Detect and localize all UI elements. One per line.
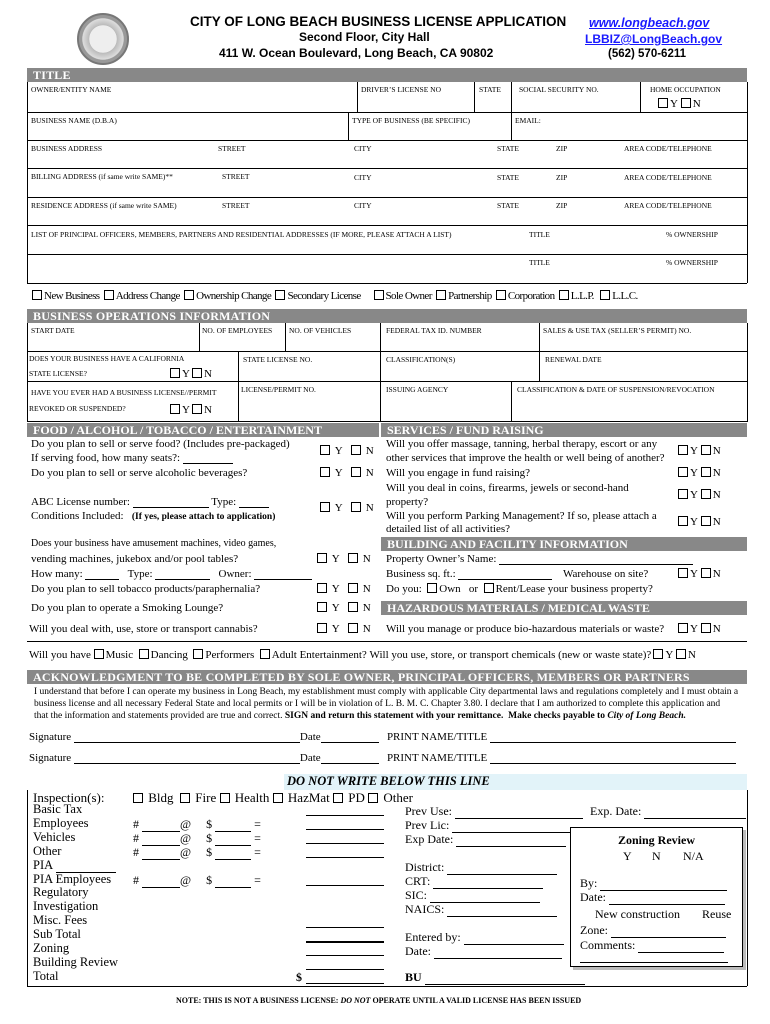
phone-label-2: AREA CODE/TELEPHONE xyxy=(624,173,712,182)
dancing-checkbox[interactable] xyxy=(139,649,149,659)
new-business-checkbox[interactable] xyxy=(32,290,42,300)
fundraising-no-checkbox[interactable] xyxy=(701,467,711,477)
abc-no-checkbox[interactable] xyxy=(351,502,361,512)
fein-label: FEDERAL TAX ID. NUMBER xyxy=(386,326,482,335)
fee-row: Misc. Fees xyxy=(33,913,88,928)
website-link[interactable]: www.longbeach.gov xyxy=(589,16,710,30)
ssn-label: SOCIAL SECURITY NO. xyxy=(519,85,599,94)
amusement-question-1: Does your business have amusement machines, video games, xyxy=(31,538,277,549)
exp-date-2[interactable]: Exp Date: xyxy=(405,832,566,847)
massage-question-2: other services that improve the health or well being of another? xyxy=(386,452,665,464)
entered-by[interactable]: Entered by: xyxy=(405,930,564,945)
amusement-yes-checkbox[interactable] xyxy=(317,553,327,563)
business-name-label: BUSINESS NAME (D.B.A) xyxy=(31,116,117,125)
food-no-checkbox[interactable] xyxy=(351,445,361,455)
officer-title-label-2: TITLE xyxy=(529,258,550,267)
abc-yes-checkbox[interactable] xyxy=(320,502,330,512)
amusement-details: How many: Type: Owner: xyxy=(31,568,312,580)
residence-address-label: RESIDENCE ADDRESS (if same write SAME) xyxy=(31,201,177,210)
fee-row: Basic Tax xyxy=(33,802,83,816)
phone-label-3: AREA CODE/TELEPHONE xyxy=(624,201,712,210)
zoning-by[interactable]: By: xyxy=(580,876,727,891)
abc-license: ABC License number: Type: xyxy=(31,496,269,508)
inspections-label: Inspection(s): xyxy=(33,790,105,805)
own-checkbox[interactable] xyxy=(427,583,437,593)
zoning-y[interactable]: Y xyxy=(623,849,632,863)
renewal-date-label: RENEWAL DATE xyxy=(545,355,602,364)
street-label-3: STREET xyxy=(222,201,250,210)
reuse[interactable]: Reuse xyxy=(702,907,732,921)
state-license-yn[interactable]: Y N xyxy=(170,368,212,380)
fundraising-yes-checkbox[interactable] xyxy=(678,467,688,477)
smoking-no-checkbox[interactable] xyxy=(348,602,358,612)
office-use-title: DO NOT WRITE BELOW THIS LINE xyxy=(287,774,490,788)
employees-calc[interactable]: # @ $ = xyxy=(133,817,261,831)
tobacco-no-checkbox[interactable] xyxy=(348,583,358,593)
llc-checkbox[interactable] xyxy=(600,290,610,300)
home-occupation-yn[interactable]: Y N xyxy=(658,98,701,110)
state-label-1: STATE xyxy=(497,144,519,153)
fee-row: Regulatory xyxy=(33,885,89,900)
prev-lic[interactable]: Prev Lic: xyxy=(405,818,602,833)
exp-date-1[interactable]: Exp. Date: xyxy=(590,804,746,819)
tobacco-yn[interactable]: Y N xyxy=(317,583,371,595)
massage-no-checkbox[interactable] xyxy=(701,445,711,455)
city-label-2: CITY xyxy=(354,173,372,182)
smoking-yn[interactable]: Y N xyxy=(317,602,371,614)
home-occupation-label: HOME OCCUPATION xyxy=(650,85,721,94)
alcohol-yn[interactable]: Y N xyxy=(320,467,374,479)
form-title: CITY OF LONG BEACH BUSINESS LICENSE APPLICATION xyxy=(190,14,567,29)
hazmat-checkbox[interactable] xyxy=(273,793,283,803)
revoked-yn[interactable]: Y N xyxy=(170,404,212,416)
zip-label-1: ZIP xyxy=(556,144,568,153)
email-label: EMAIL: xyxy=(515,116,541,125)
parking-yn[interactable]: Y N xyxy=(678,516,721,528)
secondary-license-checkbox[interactable] xyxy=(275,290,285,300)
sic[interactable]: SIC: xyxy=(405,888,540,903)
other-calc[interactable]: # @ $ = xyxy=(133,845,261,859)
fee-row: Other xyxy=(33,843,62,858)
general-info-header: TITLE xyxy=(27,68,747,82)
building-facility-header: BUILDING AND FACILITY INFORMATION xyxy=(381,537,747,551)
coins-yes-checkbox[interactable] xyxy=(678,489,688,499)
street-label-2: STREET xyxy=(222,172,250,181)
property-owner: Property Owner’s Name: xyxy=(386,553,693,565)
revoked-no-checkbox[interactable] xyxy=(192,404,202,414)
alcohol-yes-checkbox[interactable] xyxy=(320,467,330,477)
district[interactable]: District: xyxy=(405,860,557,875)
cannabis-yes-checkbox[interactable] xyxy=(317,623,327,633)
fee-row: Employees xyxy=(33,815,89,830)
tobacco-yes-checkbox[interactable] xyxy=(317,583,327,593)
llp-checkbox[interactable] xyxy=(559,290,569,300)
massage-yes-checkbox[interactable] xyxy=(678,445,688,455)
food-question: Do you plan to sell or serve food? (Includes pre-packaged) xyxy=(31,438,290,450)
hazardous-header: HAZARDOUS MATERIALS / MEDICAL WASTE xyxy=(381,601,747,615)
services-header: SERVICES / FUND RAISING xyxy=(381,423,747,437)
other-checkbox[interactable] xyxy=(368,793,378,803)
coins-yn[interactable]: Y N xyxy=(678,489,721,501)
fee-row: Investigation xyxy=(33,899,99,914)
own-rent-line: Do you: Own or Rent/Lease your business property? xyxy=(386,583,653,595)
cannabis-no-checkbox[interactable] xyxy=(348,623,358,633)
sqft-line: Business sq. ft.: xyxy=(386,568,552,580)
biohazard-no-checkbox[interactable] xyxy=(701,623,711,633)
address-change-checkbox[interactable] xyxy=(104,290,114,300)
food-yn[interactable]: Y N xyxy=(320,445,374,457)
fundraising-question: Will you engage in fund raising? xyxy=(386,467,531,479)
home-occ-no-checkbox[interactable] xyxy=(681,98,691,108)
coins-question-2: property? xyxy=(386,496,429,508)
fee-row: PIA xyxy=(33,859,118,873)
street-label-1: STREET xyxy=(218,144,246,153)
conditions-line: Conditions Included: (If yes, please attach to application) xyxy=(31,510,276,522)
revoked-question-2: REVOKED OR SUSPENDED? xyxy=(29,404,126,413)
start-date-label: START DATE xyxy=(31,326,75,335)
issuing-agency-label: ISSUING AGENCY xyxy=(386,385,449,394)
food-yes-checkbox[interactable] xyxy=(320,445,330,455)
vehicles-label: NO. OF VEHICLES xyxy=(289,326,352,335)
zoning-review-title: Zoning Review xyxy=(618,833,696,847)
zip-label-3: ZIP xyxy=(556,201,568,210)
city-label-3: CITY xyxy=(354,201,372,210)
new-construction[interactable]: New construction xyxy=(595,907,680,921)
employees-label: NO. OF EMPLOYEES xyxy=(202,326,273,335)
amusement-question-2: vending machines, jukebox and/or pool tables? xyxy=(31,553,239,565)
massage-yn[interactable]: Y N xyxy=(678,445,721,457)
chemicals-yes-checkbox[interactable] xyxy=(653,649,663,659)
sellers-permit-label: SALES & USE TAX (SELLER’S PERMIT) NO. xyxy=(543,326,692,335)
acknowledgment-header: ACKNOWLEDGMENT TO BE COMPLETED BY SOLE OWNER, PRINCIPAL OFFICERS, MEMBERS OR PARTNERS xyxy=(27,670,747,684)
owner-entity-label: OWNER/ENTITY NAME xyxy=(31,85,112,94)
drivers-license-label: DRIVER’S LICENSE NO xyxy=(361,85,441,94)
pd-checkbox[interactable] xyxy=(333,793,343,803)
revoked-yes-checkbox[interactable] xyxy=(170,404,180,414)
permit-no-label: LICENSE/PERMIT NO. xyxy=(241,385,316,394)
pia-employees-calc[interactable]: # @ $ = xyxy=(133,873,261,887)
warehouse-question: Warehouse on site? xyxy=(563,568,649,580)
warehouse-yn[interactable]: Y N xyxy=(678,568,721,580)
cannabis-question: Will you deal with, use, store or transport cannabis? xyxy=(29,623,258,635)
vehicles-calc[interactable]: # @ $ = xyxy=(133,831,261,845)
parking-question-2: detailed list of all activities? xyxy=(386,523,511,535)
prev-use[interactable]: Prev Use: xyxy=(405,804,583,819)
fee-row: Total xyxy=(33,968,59,983)
parking-no-checkbox[interactable] xyxy=(701,516,711,526)
officer-title-label-1: TITLE xyxy=(529,230,550,239)
alcohol-no-checkbox[interactable] xyxy=(351,467,361,477)
city-seal xyxy=(77,13,129,65)
phone-number: (562) 570-6211 xyxy=(608,48,687,60)
partnership-checkbox[interactable] xyxy=(436,290,446,300)
state-license-no-label: STATE LICENSE NO. xyxy=(243,355,313,364)
signature-line-2[interactable]: Signature Date PRINT NAME/TITLE xyxy=(29,752,736,764)
fire-checkbox[interactable] xyxy=(180,793,190,803)
entertainment-line: Will you have Music Dancing Performers Adult Entertainment? Will you use, store, or transport chemicals (new or waste state)? Y N xyxy=(29,649,696,661)
smoking-yes-checkbox[interactable] xyxy=(317,602,327,612)
massage-question-1: Will you offer massage, tanning, herbal therapy, escort or any xyxy=(386,438,658,450)
footer-note: NOTE: THIS IS NOT A BUSINESS LICENSE: DO NOT OPERATE UNTIL A VALID LICENSE HAS BEEN ISSUED xyxy=(176,996,582,1005)
zoning-zone[interactable]: Zone: xyxy=(580,923,726,938)
biohazard-question: Will you manage or produce bio-hazardous materials or waste? xyxy=(386,623,665,635)
performers-checkbox[interactable] xyxy=(193,649,203,659)
amusement-no-checkbox[interactable] xyxy=(348,553,358,563)
fee-row: PIA Employees xyxy=(33,871,112,886)
signature-line-1[interactable]: Signature Date PRINT NAME/TITLE xyxy=(29,731,736,743)
business-ops-header: BUSINESS OPERATIONS INFORMATION xyxy=(27,309,747,323)
crt[interactable]: CRT: xyxy=(405,874,543,889)
rent-checkbox[interactable] xyxy=(484,583,494,593)
zoning-na[interactable]: N/A xyxy=(683,849,704,863)
chemicals-no-checkbox[interactable] xyxy=(676,649,686,659)
seats-question: If serving food, how many seats?: xyxy=(31,452,233,464)
business-address-label: BUSINESS ADDRESS xyxy=(31,144,103,153)
warehouse-no-checkbox[interactable] xyxy=(701,568,711,578)
biohazard-yes-checkbox[interactable] xyxy=(678,623,688,633)
ca-license-label: DOES YOUR BUSINESS HAVE A CALIFORNIA xyxy=(29,354,185,363)
billing-address-label: BILLING ADDRESS (if same write SAME)** xyxy=(31,172,173,181)
zoning-date[interactable]: Date: xyxy=(580,890,725,905)
entered-date[interactable]: Date: xyxy=(405,944,562,959)
coins-question-1: Will you deal in coins, firearms, jewels or second-hand xyxy=(386,482,629,494)
fee-row: Sub Total xyxy=(33,927,81,942)
acknowledgment-text: I understand that before I can operate my business in Long Beach, my establishment must comply with applicable City departmental laws and regulations completely and I must obtain a business license and all necessary Federal State and local permits or I will be in violation of L. B. M. C. Chapter 3.80. I declare that I am authorized to complete this application and that the information and statements provided are true and correct. SIGN and return this statement with your remittance. Make checks payable to City of Long Beach. xyxy=(34,687,739,721)
alcohol-question: Do you plan to sell or serve alcoholic beverages? xyxy=(31,467,248,479)
smoking-question: Do you plan to operate a Smoking Lounge? xyxy=(31,602,224,614)
sole-owner-checkbox[interactable] xyxy=(374,290,384,300)
food-alcohol-header: FOOD / ALCOHOL / TOBACCO / ENTERTAINMENT xyxy=(27,423,379,437)
classification-label: CLASSIFICATION(S) xyxy=(386,355,456,364)
email-link[interactable]: LBBIZ@LongBeach.gov xyxy=(585,32,723,46)
header-address-line3: 411 W. Ocean Boulevard, Long Beach, CA 90802 xyxy=(219,46,494,60)
officer-ownership-label-2: % OWNERSHIP xyxy=(666,258,718,267)
coins-no-checkbox[interactable] xyxy=(701,489,711,499)
zoning-comments[interactable]: Comments: xyxy=(580,938,724,953)
naics[interactable]: NAICS: xyxy=(405,902,557,917)
abc-yn[interactable]: Y N xyxy=(320,502,374,514)
bldg-checkbox[interactable] xyxy=(133,793,143,803)
biohazard-yn[interactable]: Y N xyxy=(678,623,721,635)
fee-row: Building Review xyxy=(33,954,119,969)
bu-field[interactable]: BU xyxy=(405,970,585,985)
revoked-question-1: HAVE YOU EVER HAD A BUSINESS LICENSE//PERMIT xyxy=(31,388,217,397)
state-license-question: STATE LICENSE? xyxy=(29,369,87,378)
zip-label-2: ZIP xyxy=(556,173,568,182)
license-type-row: New Business Address Change Ownership Change Secondary License Sole Owner Partnership Corporation L.L.P. L.L.C. xyxy=(32,290,638,302)
state-license-no-checkbox[interactable] xyxy=(192,368,202,378)
state-label-2: STATE xyxy=(497,173,519,182)
fee-row: Zoning xyxy=(33,941,70,956)
city-label-1: CITY xyxy=(354,144,372,153)
parking-yes-checkbox[interactable] xyxy=(678,516,688,526)
fee-labels xyxy=(33,803,118,984)
cannabis-yn[interactable]: Y N xyxy=(317,623,371,635)
header-address-line2: Second Floor, City Hall xyxy=(299,30,430,44)
business-type-label: TYPE OF BUSINESS (BE SPECIFIC) xyxy=(352,116,470,125)
amusement-yn[interactable]: Y N xyxy=(317,553,371,565)
zoning-n[interactable]: N xyxy=(652,849,661,863)
inspection-checkboxes: Bldg Fire Health HazMat PD Other xyxy=(133,790,413,806)
state-license-yes-checkbox[interactable] xyxy=(170,368,180,378)
officer-ownership-label-1: % OWNERSHIP xyxy=(666,230,718,239)
total-dollar: $ xyxy=(296,970,302,984)
tobacco-question: Do you plan to sell tobacco products/paraphernalia? xyxy=(31,583,261,595)
officers-label: LIST OF PRINCIPAL OFFICERS, MEMBERS, PARTNERS AND RESIDENTIAL ADDRESSES (IF MORE, PLEASE ATTACH A LIST) xyxy=(31,230,452,239)
state-label-3: STATE xyxy=(497,201,519,210)
adult-ent-checkbox[interactable] xyxy=(260,649,270,659)
health-checkbox[interactable] xyxy=(220,793,230,803)
warehouse-yes-checkbox[interactable] xyxy=(678,568,688,578)
corporation-checkbox[interactable] xyxy=(496,290,506,300)
fundraising-yn[interactable]: Y N xyxy=(678,467,721,479)
music-checkbox[interactable] xyxy=(94,649,104,659)
phone-label-1: AREA CODE/TELEPHONE xyxy=(624,144,712,153)
ownership-change-checkbox[interactable] xyxy=(184,290,194,300)
home-occ-yes-checkbox[interactable] xyxy=(658,98,668,108)
suspension-label: CLASSIFICATION & DATE OF SUSPENSION/REVOCATION xyxy=(517,385,715,394)
fee-row: Vehicles xyxy=(33,829,76,844)
parking-question-1: Will you perform Parking Management? If so, please attach a xyxy=(386,510,657,522)
state-label: STATE xyxy=(479,85,501,94)
